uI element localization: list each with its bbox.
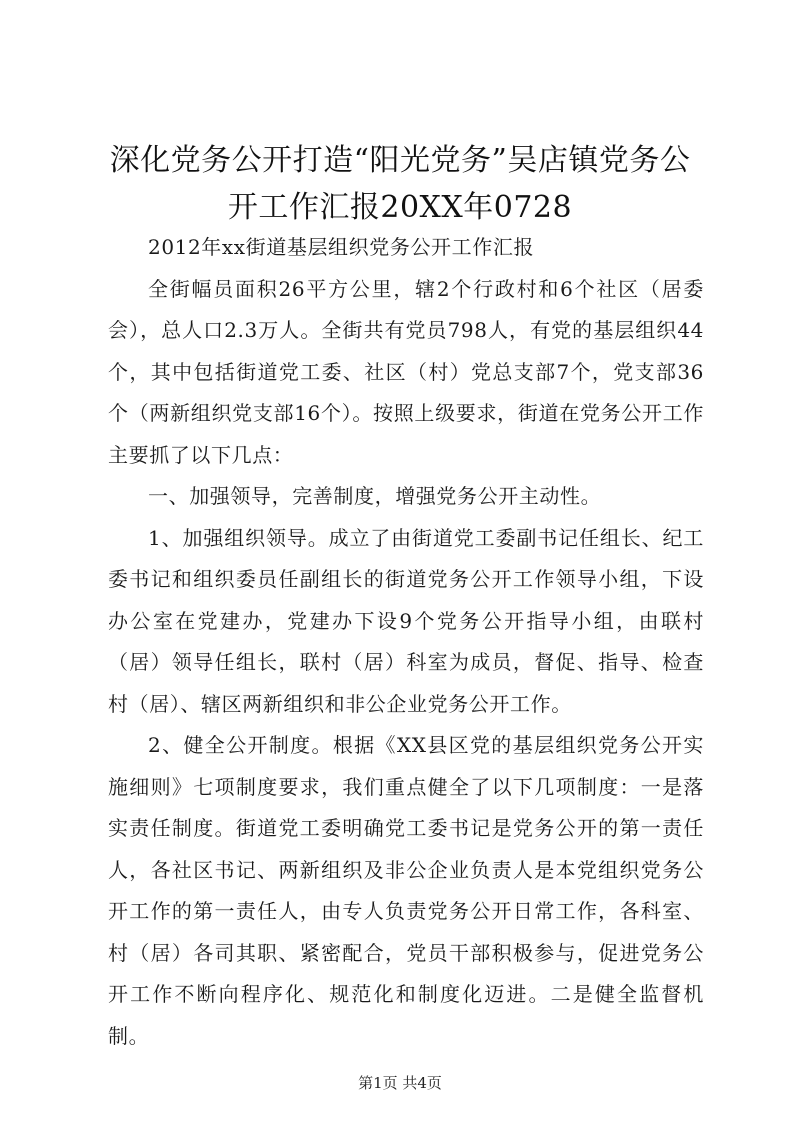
document-title: [100, 137, 700, 231]
page-footer: 第1页 共4页: [358, 1074, 442, 1092]
title-line-1: 深化党务公开打造“阳光党务”吴店镇党务公: [109, 143, 691, 178]
document-body: [108, 227, 704, 1057]
section-heading-paragraph: 一、加强领导，完善制度，增强党务公开主动性。: [148, 484, 602, 508]
overview-paragraph: 全街幅员面积26平方公里，辖2个行政村和6个社区（居委会），总人口2.3万人。全街共有党员798人，有党的基层组织44个，其中包括街道党工委、社区（村）党总支部7个，党支部36个（两新组织党支部16个）。按照上级要求，街道在党务公开工作主要抓了以下几点：: [108, 276, 704, 467]
organization-leadership-paragraph: 1、加强组织领导。成立了由街道党工委副书记任组长、纪工委书记和组织委员任副组长的街道党务公开工作领导小组，下设办公室在党建办，党建办下设9个党务公开指导小组，由联村（居）领导任组长，联村（居）科室为成员，督促、指导、检查村（居）、辖区两新组织和非公企业党务公开工作。: [108, 525, 704, 716]
title-line-2: 开工作汇报20XX年0728: [227, 190, 573, 225]
subtitle-paragraph: 2012年xx街道基层组织党务公开工作汇报: [148, 235, 535, 259]
disclosure-system-paragraph: 2、健全公开制度。根据《XX县区党的基层组织党务公开实施细则》七项制度要求，我们重点健全了以下几项制度：一是落实责任制度。街道党工委明确党工委书记是党务公开的第一责任人，各社区书记、两新组织及非公企业负责人是本党组织党务公开工作的第一责任人，由专人负责党务公开日常工作，各科室、村（居）各司其职、紧密配合，党员干部积极参与，促进党务公开工作不断向程序化、规范化和制度化迈进。二是健全监督机制。: [108, 733, 704, 1048]
